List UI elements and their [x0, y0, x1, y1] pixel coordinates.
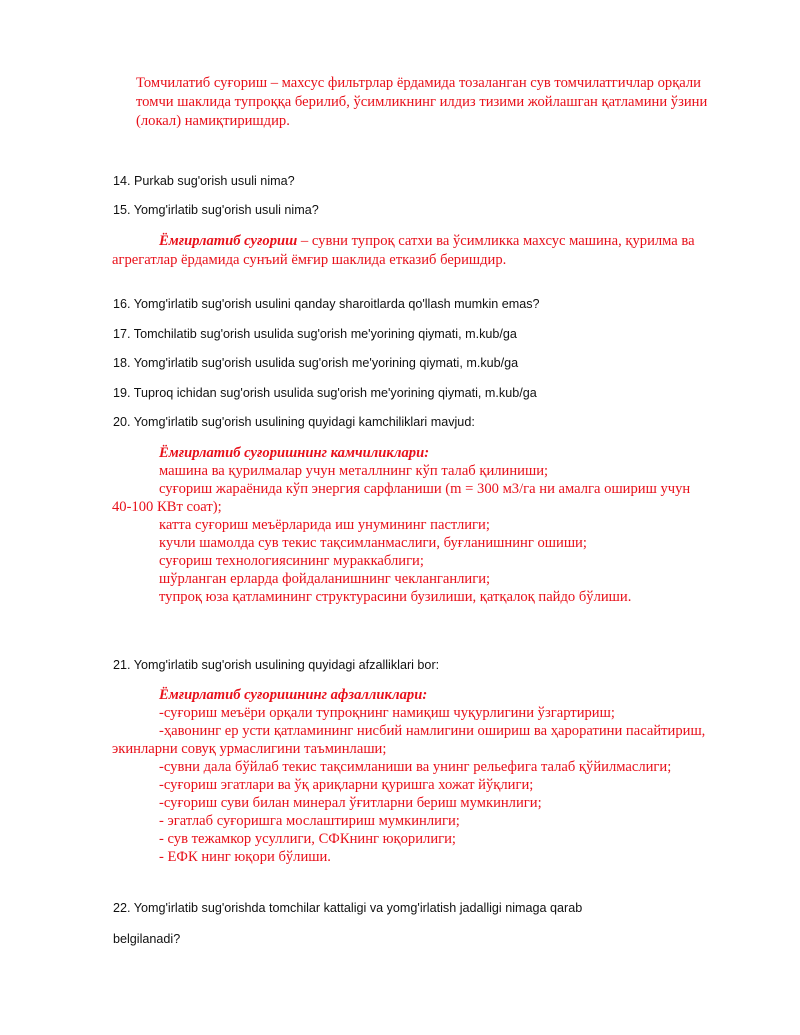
list-item: - ЕФК нинг юқори бўлиши.: [159, 849, 331, 865]
disadvantages-list: [112, 444, 744, 606]
question-16: 16. Yomg'irlatib sug'orish usulini qanday sharoitlarda qo'llash mumkin emas?: [113, 297, 540, 311]
list-item: тупроқ юза қатламининг структурасини бузилиши, қатқалоқ пайдо бўлиши.: [159, 589, 632, 605]
question-19: 19. Tuproq ichidan sug'orish usulida sug'orish me'yorining qiymati, m.kub/ga: [113, 386, 537, 400]
list-item: -сувни дала бўйлаб текис тақсимланиши ва унинг рельефига талаб қўйилмаслиги;: [159, 759, 672, 775]
question-18: 18. Yomg'irlatib sug'orish usulida sug'orish me'yorining qiymati, m.kub/ga: [113, 356, 519, 370]
drip-irrigation-definition: [136, 74, 744, 131]
question-20: 20. Yomg'irlatib sug'orish usulining quyidagi kamchiliklari mavjud:: [113, 415, 475, 429]
paragraph-line: агрегатлар ёрдамида сунъий ёмғир шаклида етказиб беришдир.: [112, 252, 507, 268]
defined-term: Ёмғирлатиб суғориш: [159, 233, 298, 249]
list-item-continuation: 40-100 КВт соат);: [112, 499, 222, 515]
question-17: 17. Tomchilatib sug'orish usulida sug'orish me'yorining qiymati, m.kub/ga: [113, 327, 517, 341]
question-15: 15. Yomg'irlatib sug'orish usuli nima?: [113, 203, 319, 217]
definition-text: – сувни тупроқ сатхи ва ўсимликка махсус машина, қурилма ва: [297, 233, 695, 249]
list-item: кучли шамолда сув текис тақсимланмаслиги, буғланишнинг ошиши;: [159, 535, 587, 551]
list-item-continuation: экинларни совуқ урмаслигини таъминлаши;: [112, 741, 387, 757]
list-item: суғориш технологиясининг мураккаблиги;: [159, 553, 424, 569]
question-14: 14. Purkab sug'orish usuli nima?: [113, 174, 295, 188]
list-item: - сув тежамкор усуллиги, СФКнинг юқорилиги;: [159, 831, 456, 847]
list-item: шўрланган ерларда фойдаланишнинг чекланганлиги;: [159, 571, 491, 587]
question-22-continuation: belgilanadi?: [113, 932, 181, 946]
list-item: - эгатлаб суғоришга мослаштириш мумкинлиги;: [159, 813, 460, 829]
list-item: -суғориш суви билан минерал ўғитларни бериш мумкинлиги;: [159, 795, 542, 811]
list-item: -суғориш эгатлари ва ўқ ариқларни қуришга хожат йўқлиги;: [159, 777, 534, 793]
list-item: машина ва қурилмалар учун металлнинг кўп талаб қилиниши;: [159, 463, 549, 479]
question-21: 21. Yomg'irlatib sug'orish usulining quyidagi afzalliklari bor:: [113, 658, 440, 672]
list-heading: Ёмғирлатиб суғоришнинг афзалликлари:: [159, 687, 428, 703]
paragraph-line: (локал) намиқтиришдир.: [136, 113, 290, 129]
advantages-list: [112, 686, 744, 866]
list-heading: Ёмғирлатиб суғоришнинг камчиликлари:: [159, 445, 430, 461]
sprinkler-irrigation-definition: [112, 232, 744, 270]
list-item: катта суғориш меъёрларида иш унумининг пастлиги;: [159, 517, 490, 533]
list-item: -суғориш меъёри орқали тупроқнинг намиқиш чуқурлигини ўзгартириш;: [159, 705, 615, 721]
list-item: суғориш жараёнида кўп энергия сарфланиши (m = 300 м3/га ни амалга ошириш учун: [159, 481, 691, 497]
paragraph-line: томчи шаклида тупроққа берилиб, ўсимликнинг илдиз тизими жойлашган қатламини ўзини: [136, 94, 708, 110]
list-item: -ҳавонинг ер усти қатламининг нисбий намлигини ошириш ва ҳароратини пасайтириш,: [159, 723, 706, 739]
paragraph-line: Томчилатиб суғориш – махсус фильтрлар ёрдамида тозаланган сув томчилатгичлар орқали: [136, 75, 701, 91]
question-22: 22. Yomg'irlatib sug'orishda tomchilar kattaligi va yomg'irlatish jadalligi nimaga qarab: [113, 901, 583, 915]
